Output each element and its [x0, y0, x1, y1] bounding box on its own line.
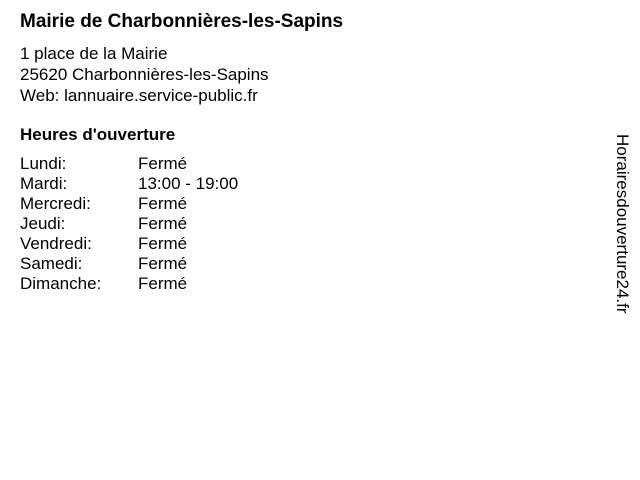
hours-value: Fermé [138, 274, 188, 293]
hours-row [20, 254, 238, 274]
hours-row [20, 234, 238, 254]
hours-row [20, 154, 238, 174]
hours-value: Fermé [138, 154, 188, 173]
address-street: 1 place de la Mairie [20, 44, 168, 63]
day-label: Lundi: [20, 154, 67, 173]
brand-watermark: Horairesdouverture24.fr [613, 134, 632, 314]
hours-row [20, 274, 238, 294]
hours-value: Fermé [138, 214, 188, 233]
hours-value: 13:00 - 19:00 [138, 174, 239, 193]
website-text: Web: lannuaire.service-public.fr [20, 86, 258, 105]
hours-value: Fermé [138, 234, 188, 253]
hours-row [20, 214, 238, 234]
day-label: Jeudi: [20, 214, 66, 233]
day-label: Mardi: [20, 174, 68, 193]
hours-heading: Heures d'ouverture [20, 125, 176, 144]
hours-value: Fermé [138, 194, 188, 213]
hours-value: Fermé [138, 254, 188, 273]
day-label: Dimanche: [20, 274, 102, 293]
hours-row [20, 194, 238, 214]
hours-row [20, 174, 238, 194]
address-block [20, 43, 600, 106]
opening-hours-table [20, 154, 238, 294]
info-card [20, 10, 600, 294]
page-title: Mairie de Charbonnières-les-Sapins [20, 11, 344, 32]
day-label: Samedi: [20, 254, 83, 273]
day-label: Vendredi: [20, 234, 92, 253]
day-label: Mercredi: [20, 194, 91, 213]
address-city: 25620 Charbonnières-les-Sapins [20, 65, 269, 84]
